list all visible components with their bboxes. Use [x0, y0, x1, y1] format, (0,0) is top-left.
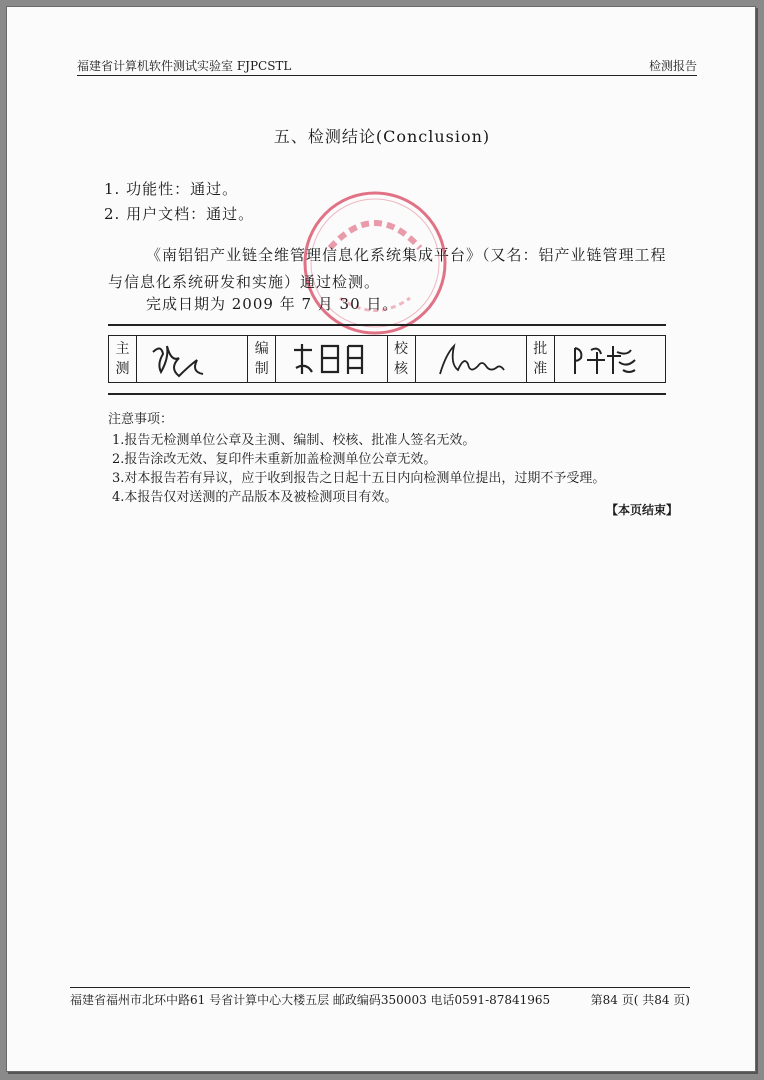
notes-title: 注意事项： [108, 412, 174, 427]
footer-page-number: 第84 页( 共84 页) [590, 993, 690, 1007]
label-approver: 批 准 [527, 336, 555, 382]
result-functionality: 1. 功能性：通过。 [104, 180, 239, 198]
note-item: 2.报告涂改无效、复印件未重新加盖检测单位公章无效。 [112, 452, 437, 467]
completion-date: 完成日期为 2009 年 7 月 30 日。 [146, 295, 399, 313]
signature-table [108, 335, 666, 383]
handwritten-signature-icon [561, 338, 661, 382]
header-doc-type: 检测报告 [648, 59, 697, 73]
page-header [77, 55, 697, 76]
note-item: 3.对本报告若有异议，应于收到报告之日起十五日内向检测单位提出，过期不予受理。 [112, 471, 606, 486]
signature-author [276, 336, 387, 382]
header-lab-name: 福建省计算机软件测试实验室 FJPCSTL [77, 59, 292, 73]
note-item: 1.报告无检测单位公章及主测、编制、校核、批准人签名无效。 [112, 433, 476, 448]
signature-tester [137, 336, 248, 382]
divider-top [108, 324, 666, 326]
result-user-docs: 2. 用户文档：通过。 [104, 205, 255, 223]
handwritten-signature-icon [282, 338, 382, 382]
page-footer [70, 987, 690, 1010]
section-title: 五、检测结论(Conclusion) [273, 127, 491, 146]
divider-bottom [108, 393, 666, 395]
end-of-page-mark: 【本页结束】 [606, 503, 679, 517]
signature-reviewer [416, 336, 527, 382]
note-item: 4.本报告仅对送测的产品版本及被检测项目有效。 [112, 490, 398, 505]
label-author: 编 制 [248, 336, 276, 382]
handwritten-signature-icon [143, 338, 233, 382]
footer-address: 福建省福州市北环中路61 号省计算中心大楼五层 邮政编码350003 电话0591-87841965 [70, 993, 551, 1007]
report-page [6, 6, 756, 1072]
conclusion-paragraph: 《南铝铝产业链全维管理信息化系统集成平台》（又名：铝产业链管理工程与信息化系统研发和实施）通过检测。 [108, 246, 667, 291]
label-tester: 主 测 [109, 336, 137, 382]
label-reviewer: 校 核 [388, 336, 416, 382]
handwritten-signature-icon [422, 338, 522, 382]
signature-approver [555, 336, 665, 382]
